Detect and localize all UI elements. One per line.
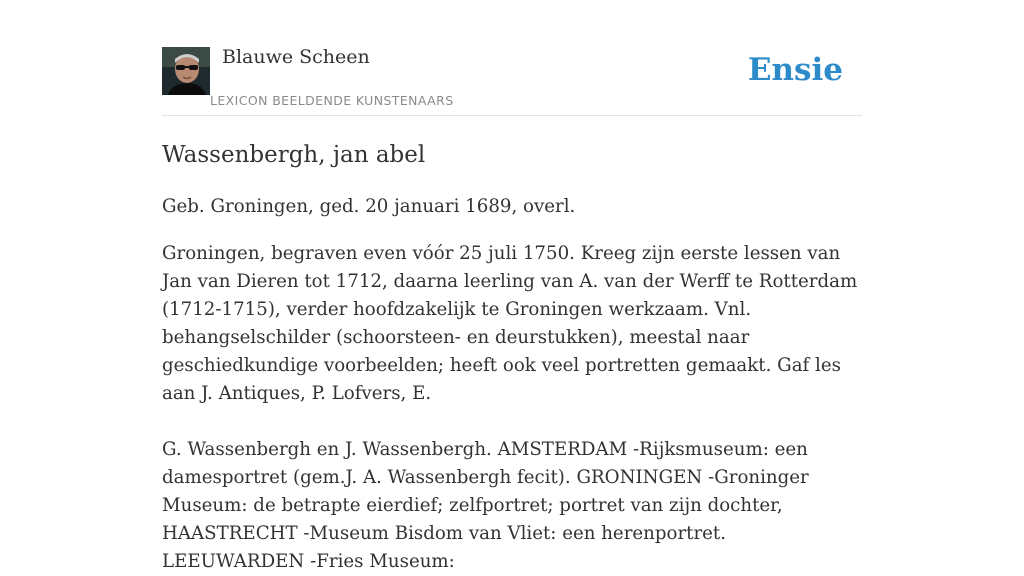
avatar-portrait-image xyxy=(162,47,210,95)
article-paragraph: Groningen, begraven even vóór 25 juli 1750. Kreeg zijn eerste lessen van Jan van Dieren tot 1712, daarna leerling van A. van der Werff te Rotterdam (1712-1715), verder hoofdzakelijk te Groningen werkzaam. Vnl. behangselschilder (schoorsteen- en deurstukken), meestal naar geschiedkundige voorbeelden; heeft ook veel portretten gemaakt. Gaf les aan J. Antiques, P. Lofvers, E. xyxy=(162,243,858,404)
article xyxy=(162,138,862,576)
article-lead: Geb. Groningen, ged. 20 januari 1689, overl. xyxy=(162,196,576,217)
ensie-logo-link[interactable]: Ensie xyxy=(747,52,843,88)
article-paragraph: G. Wassenbergh en J. Wassenbergh. AMSTERDAM -Rijksmuseum: een damesportret (gem.J. A. Wassenbergh fecit). GRONINGEN -Groninger Museum: de betrapte eierdief; zelfportret; portret van zijn dochter, HAASTRECHT -Museum Bisdom van Vliet: een herenportret. LEEUWARDEN -Fries Museum: xyxy=(162,439,809,572)
author-name[interactable]: Blauwe Scheen xyxy=(222,46,370,68)
avatar[interactable] xyxy=(162,47,210,95)
lexicon-label[interactable]: LEXICON BEELDENDE KUNSTENAARS xyxy=(210,93,454,108)
article-title: Wassenbergh, jan abel xyxy=(162,142,426,168)
page-header xyxy=(162,0,862,116)
